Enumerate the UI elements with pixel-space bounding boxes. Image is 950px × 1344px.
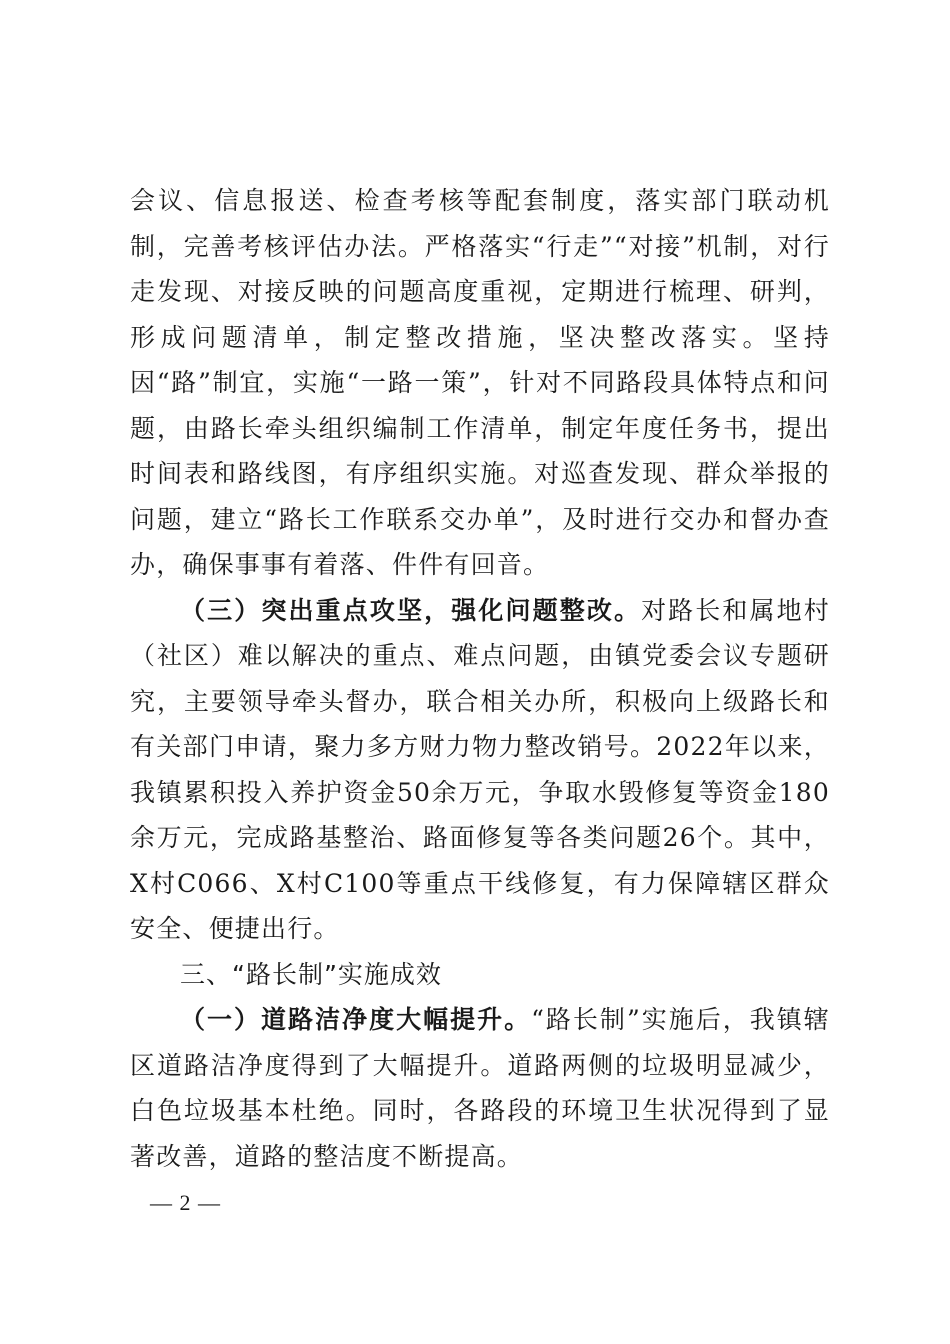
paragraph-section-3: [130, 588, 830, 952]
paragraph-continued: 会议、信息报送、检查考核等配套制度，落实部门联动机制，完善考核评估办法。严格落实“行走”“对接”机制，对行走发现、对接反映的问题高度重视，定期进行梳理、研判，形成问题清单，制定整改措施，坚决整改落实。坚持因“路”制宜，实施“一路一策”，针对不同路段具体特点和问题，由路长牵头组织编制工作清单，制定年度任务书，提出时间表和路线图，有序组织实施。对巡查发现、群众举报的问题，建立“路长工作联系交办单”，及时进行交办和督办查办，确保事事有着落、件件有回音。: [130, 186, 830, 579]
section-1-body: “路长制”实施后，我镇辖区道路洁净度得到了大幅提升。道路两侧的垃圾明显减少，白色垃圾基本杜绝。同时，各路段的环境卫生状况得到了显著改善，道路的整洁度不断提高。: [130, 1005, 830, 1171]
section-3-body: 对路长和属地村（社区）难以解决的重点、难点问题，由镇党委会议专题研究，主要领导牵头督办，联合相关办所，积极向上级路长和有关部门申请，聚力多方财力物力整改销号。2022年以来，我镇累积投入养护资金50余万元，争取水毁修复等资金180余万元，完成路基整治、路面修复等各类问题26个。其中，X村C066、X村C100等重点干线修复，有力保障辖区群众安全、便捷出行。: [130, 595, 830, 943]
heading-part-3: 三、“路长制”实施成效: [180, 959, 442, 989]
page-number: — 2 —: [150, 1190, 221, 1215]
section-1-lead: （一）道路洁净度大幅提升。: [180, 1005, 532, 1034]
section-3-lead: （三）突出重点攻坚，强化问题整改。: [180, 595, 642, 625]
paragraph-section-1: [130, 997, 830, 1179]
document-body: [130, 178, 830, 1179]
